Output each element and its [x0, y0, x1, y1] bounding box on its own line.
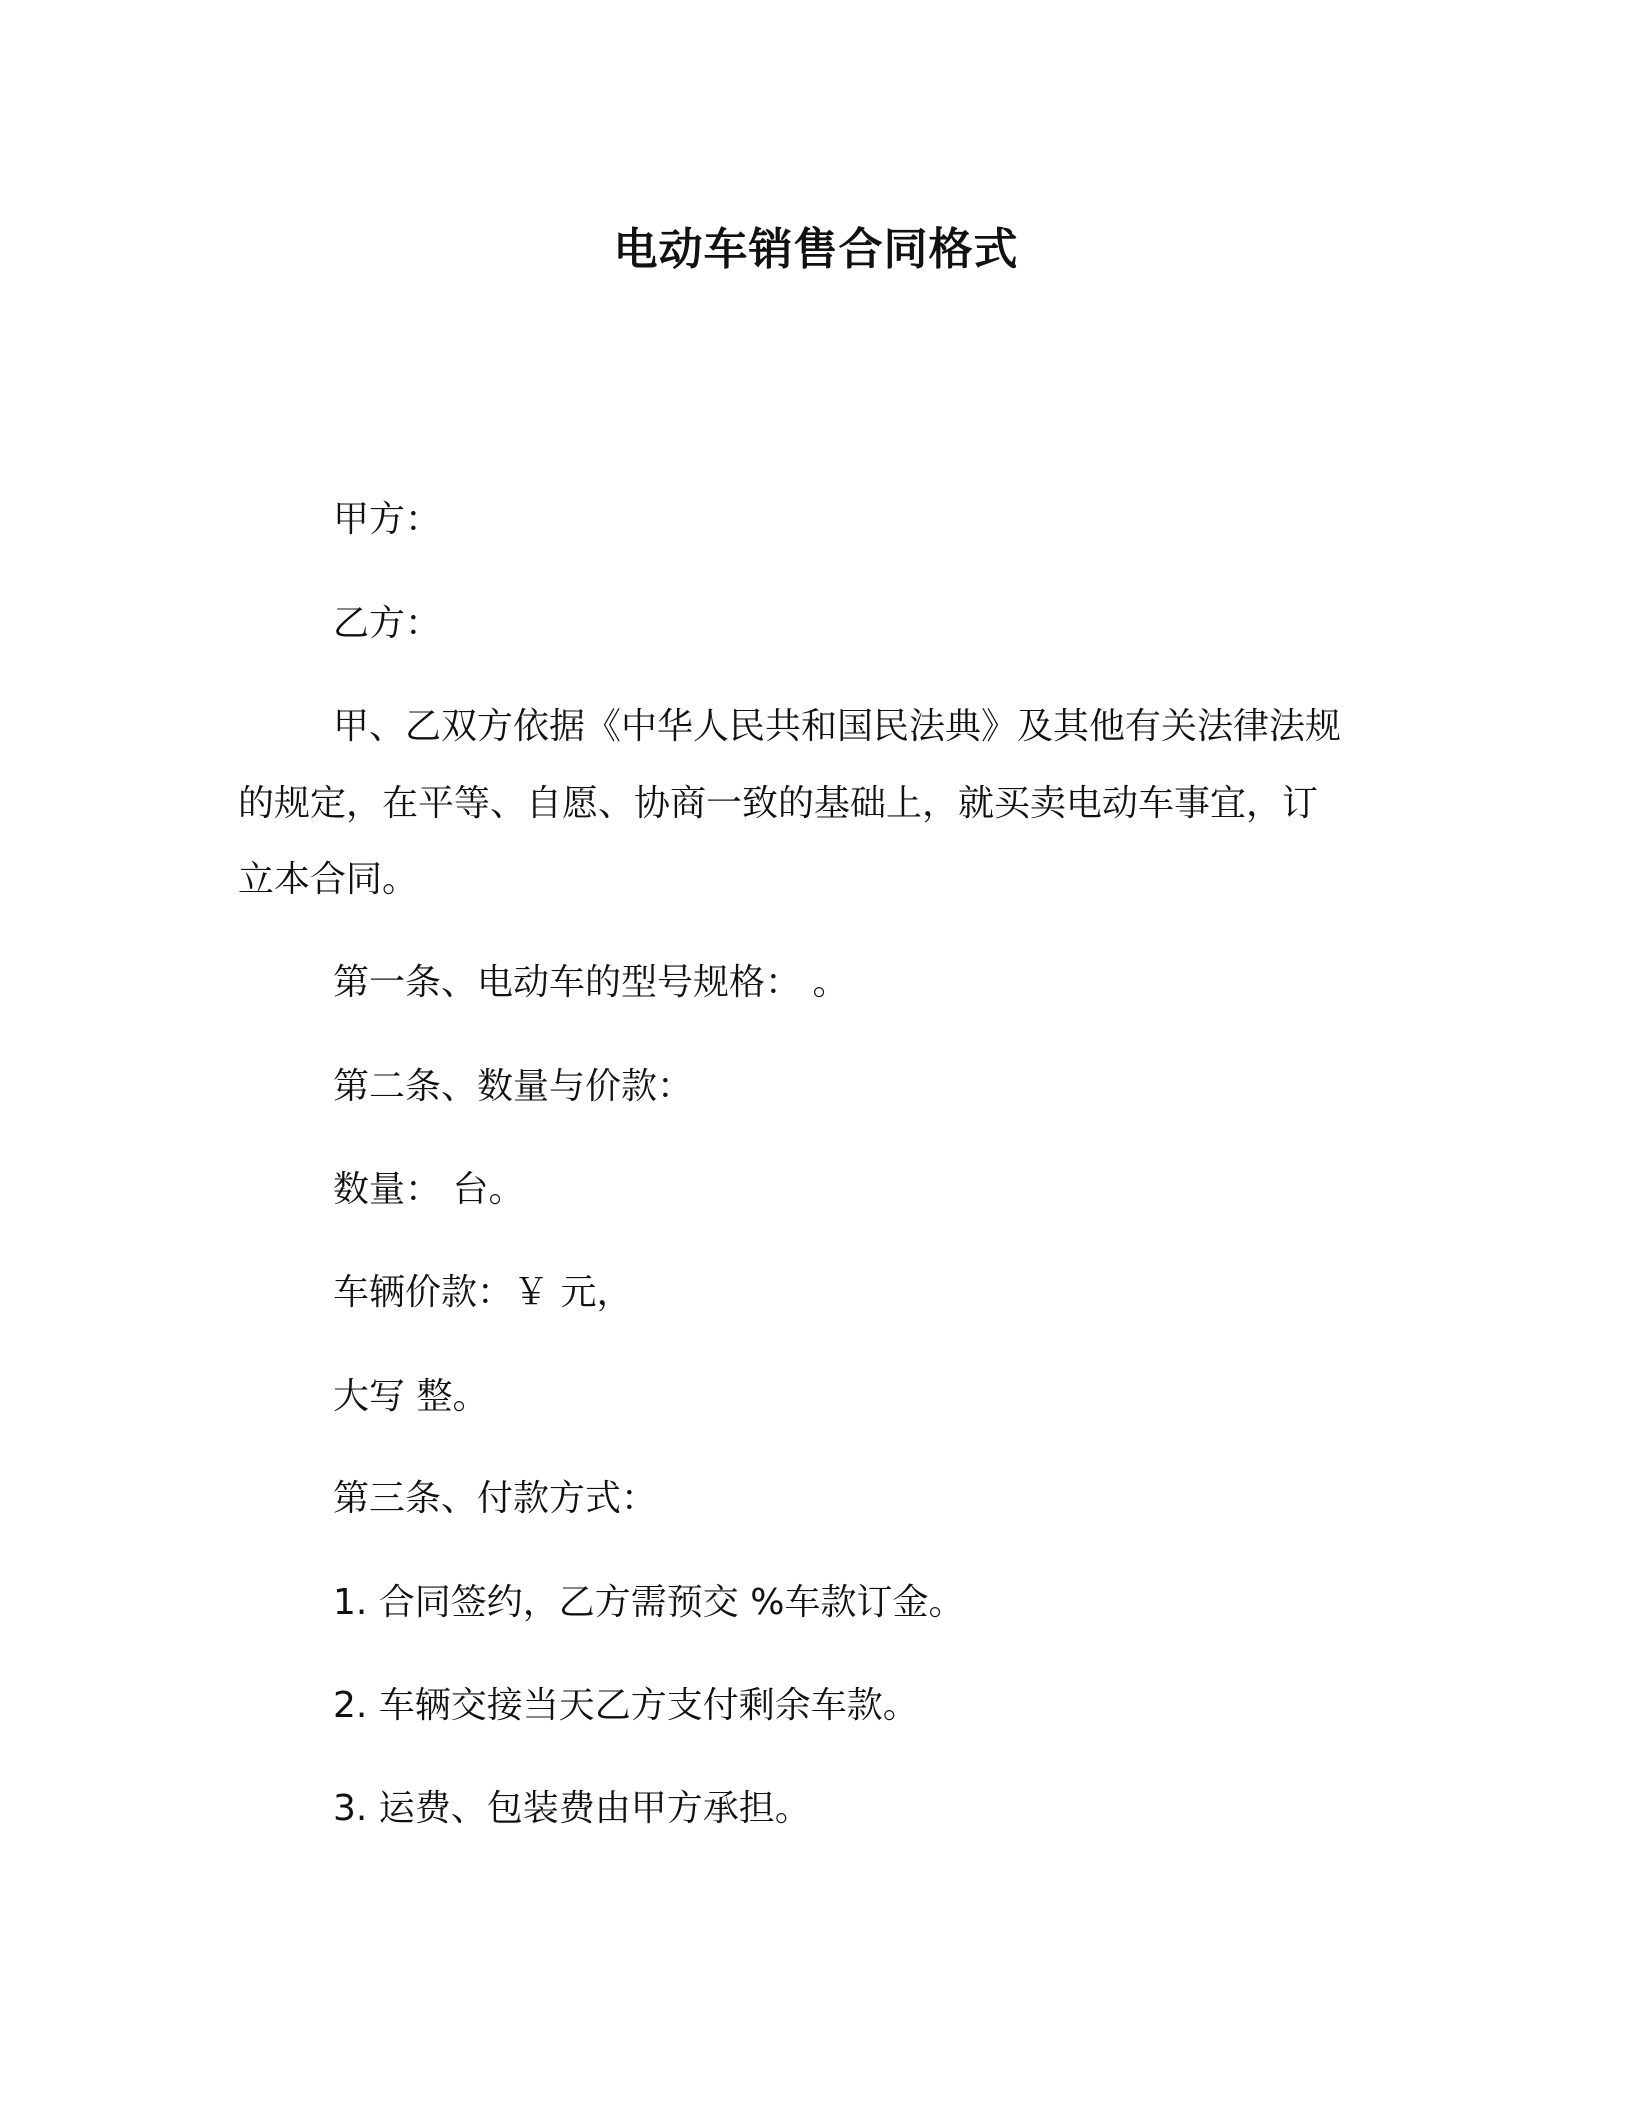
party-b-label: 乙方：	[333, 603, 442, 644]
party-a-label: 甲方：	[333, 499, 442, 540]
article-2-price-in-words: 大写 整。	[333, 1376, 489, 1417]
article-2-heading: 第二条、数量与价款：	[333, 1066, 694, 1107]
article-3-item: 3. 运费、包装费由甲方承担。	[333, 1788, 811, 1829]
article-3-heading: 第三条、付款方式：	[333, 1478, 658, 1519]
article-3-item: 2. 车辆交接当天乙方支付剩余车款。	[333, 1685, 919, 1726]
preamble-line-1: 甲、乙双方依据《中华人民共和国民法典》及其他有关法律法规	[333, 706, 1342, 747]
article-2-price: 车辆价款：￥ 元，	[333, 1272, 633, 1313]
document-title: 电动车销售合同格式	[613, 224, 1019, 275]
preamble-line-3: 立本合同。	[238, 859, 419, 900]
preamble-line-2: 的规定，在平等、自愿、协商一致的基础上，就买卖电动车事宜，订	[238, 783, 1319, 824]
article-3-item: 1. 合同签约，乙方需预交 %车款订金。	[333, 1582, 965, 1623]
article-1: 第一条、电动车的型号规格： 。	[333, 962, 849, 1003]
article-2-quantity: 数量： 台。	[333, 1169, 525, 1210]
